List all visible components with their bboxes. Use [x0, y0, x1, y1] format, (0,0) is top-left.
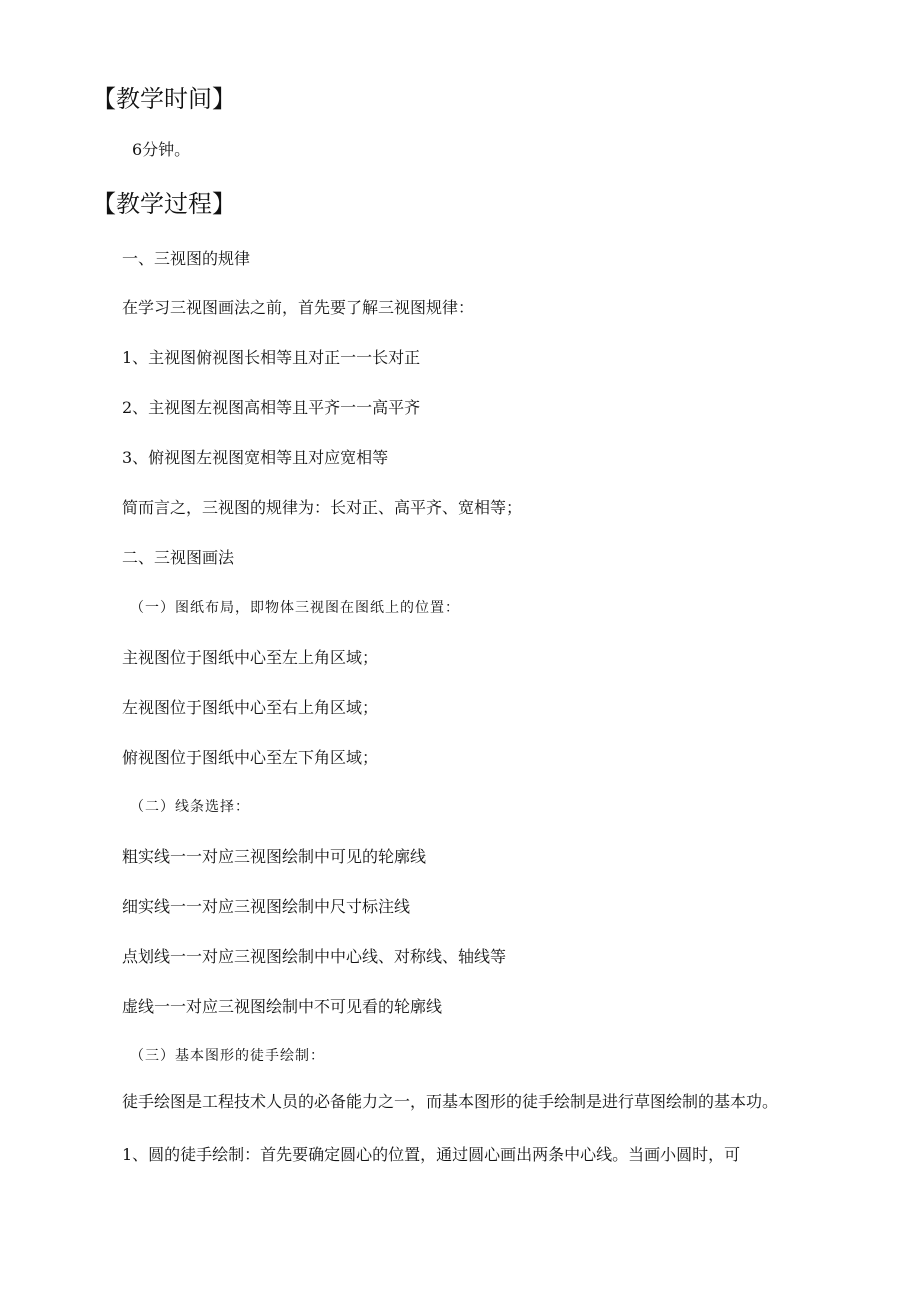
subsection-layout-title: （一）图纸布局，即物体三视图在图纸上的位置：	[130, 600, 460, 616]
rule-item-1: 1、主视图俯视图长相等且对正一一长对正	[122, 348, 421, 367]
teaching-time-value: 6分钟。	[132, 140, 191, 159]
line-type-dashed: 虚线一一对应三视图绘制中不可见看的轮廓线	[122, 997, 443, 1016]
intro-paragraph: 在学习三视图画法之前，首先要了解三视图规律：	[122, 298, 475, 317]
teaching-process-heading: 【教学过程】	[92, 190, 236, 218]
line-type-thick-solid: 粗实线一一对应三视图绘制中可见的轮廓线	[122, 847, 427, 866]
line-type-thin-solid: 细实线一一对应三视图绘制中尺寸标注线	[122, 897, 411, 916]
section-two-title: 二、三视图画法	[122, 548, 235, 567]
rule-item-3: 3、俯视图左视图宽相等且对应宽相等	[122, 448, 389, 467]
rule-summary: 简而言之，三视图的规律为：长对正、高平齐、宽相等；	[122, 498, 523, 517]
freehand-intro-paragraph: 徒手绘图是工程技术人员的必备能力之一，而基本图形的徒手绘制是进行草图绘制的基本功。	[122, 1092, 779, 1111]
line-type-dash-dot: 点划线一一对应三视图绘制中中心线、对称线、轴线等	[122, 947, 507, 966]
subsection-freehand-title: （三）基本图形的徒手绘制：	[130, 1048, 325, 1064]
subsection-lines-title: （二）线条选择：	[130, 799, 250, 815]
circle-freehand-paragraph: 1、圆的徒手绘制：首先要确定圆心的位置，通过圆心画出两条中心线。当画小圆时，可	[122, 1145, 741, 1164]
layout-top-view: 俯视图位于图纸中心至左下角区域；	[122, 748, 379, 767]
rule-item-2: 2、主视图左视图高相等且平齐一一高平齐	[122, 398, 421, 417]
teaching-time-heading: 【教学时间】	[92, 85, 236, 113]
layout-left-view: 左视图位于图纸中心至右上角区域；	[122, 698, 379, 717]
section-one-title: 一、三视图的规律	[122, 249, 251, 268]
layout-front-view: 主视图位于图纸中心至左上角区域；	[122, 648, 379, 667]
